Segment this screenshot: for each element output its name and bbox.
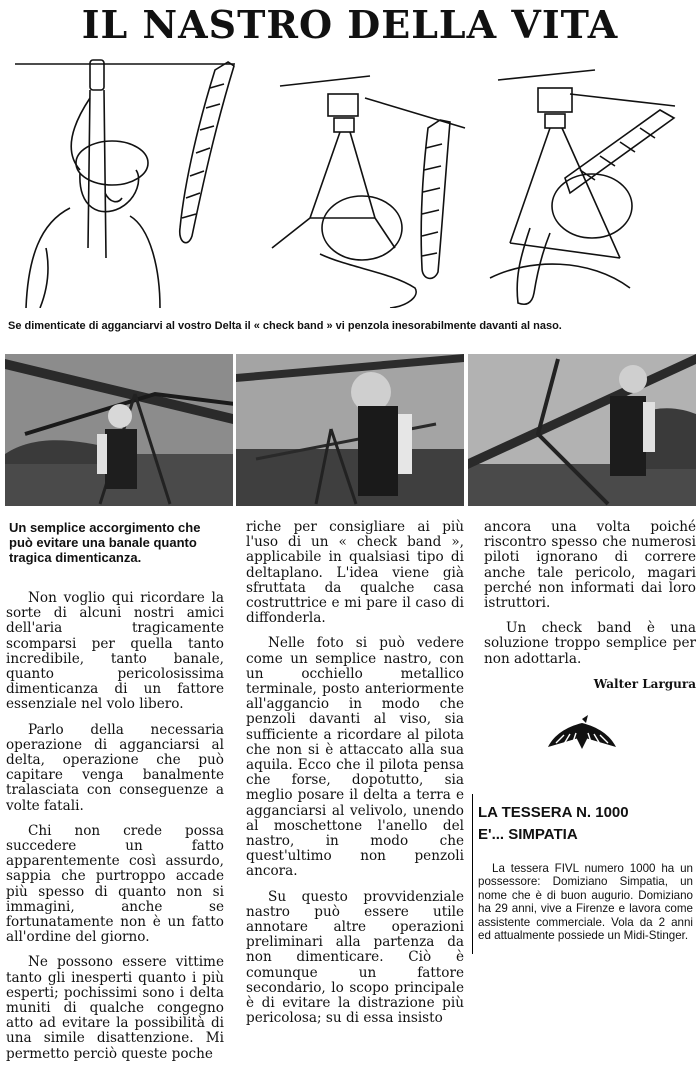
article-paragraph: Chi non crede possa succedere un fatto apparentemente così assurdo, sappia che purtroppo accade più spesso di quanto non si immagini, anche se fortunatamente non è un fatto all'ordine del giorno. (6, 822, 224, 946)
article-paragraph: Ne possono essere vittime tanto gli inesperti quanto i più esperti; pochissimi sono i delta muniti di qualche congegno atto ad evitare la possibilità di una simile disattenzione. Mi permetto perciò queste poche (6, 954, 224, 1062)
sidebar-headline (478, 802, 698, 846)
illustration-panel (10, 58, 690, 308)
article-column-1 (6, 520, 224, 1072)
article-paragraph: Su questo provvidenziale nastro può essere utile annotare altre operazioni preliminari alla partenza da non dimenticare. Ciò è comunque un fattore secondario, lo scopo principale è di evitare la distrazione più pericolosa; su di essa insisto (246, 888, 464, 1027)
article-signature: Walter Largura (593, 676, 696, 691)
photo-1-hang-glider (5, 354, 233, 506)
illustration-pilot-strap (15, 60, 235, 308)
illustration-strap-attached (490, 70, 675, 304)
sidebar-headline-1: LA TESSERA N. 1000 (478, 804, 629, 821)
article-paragraph: Non voglio qui ricordare la sorte di alcuni nostri amici dell'aria tragicamente scomparsi per quella tanto incredibile, tanto banale, quanto pericolosissima dimenticanza di un fattore essenziale nel volo libero. (6, 590, 224, 713)
sidebar-headline-2: E'... SIMPATIA (478, 826, 578, 843)
article-paragraph: ancora una volta poiché riscontro spesso che numerosi piloti ignorano di correre anche tale pericolo, magari perché non informati dai loro istruttori. (484, 519, 696, 612)
eagle-emblem-icon (546, 713, 618, 753)
photo-2-pilot-hook (236, 354, 464, 506)
article-column-2 (246, 520, 464, 1037)
article-subhead: Un semplice accorgimento che può evitare una banale quanto tragica dimenticanza. (9, 520, 201, 565)
sidebar-body: La tessera FIVL numero 1000 ha un possessore: Domiziano Simpatia, un nome che è di buon augurio. Domiziano ha 29 anni, vive a Firenze e lavora come assistente commerciale. Vola da 2 anni ed attualmente possiede un Midi-Stinger. (478, 862, 693, 943)
article-paragraph: Parlo della necessaria operazione di agganciarsi al delta, operazione che può capitare venga banalmente tralasciata con conseguenze a volte fatali. (6, 721, 224, 814)
sidebar-divider (472, 794, 473, 954)
article-paragraph: riche per consigliare ai più l'uso di un « check band », applicabile in qualsiasi tipo di deltaplano. L'idea viene già sfruttata da qualche casa costruttrice e mi pare il caso di diffonderla. (246, 519, 464, 627)
illustration-caption: Se dimenticate di agganciarvi al vostro Delta il « check band » vi penzola inesorabilmente davanti al naso. (8, 320, 562, 332)
illustration-hook-strap (272, 76, 465, 308)
article-title: IL NASTRO DELLA VITA (81, 2, 619, 47)
article-paragraph: Un check band è una soluzione troppo semplice per non adottarla. (484, 620, 696, 667)
article-column-3 (484, 520, 696, 692)
article-paragraph: Nelle foto si può vedere come un semplice nastro, con un occhiello metallico terminale, posto anteriormente all'aggancio in modo che penzoli davanti al viso, sia sufficiente a ricordare al pilota che non si è attaccato alla sua aquila. Ecco che il pilota pensa che forse, dopotutto, sia meglio posare il delta a terra e agganciarsi al velivolo, unendo al moschettone l'anello del nastro, in modo che quest'ultimo non penzoli ancora. (246, 635, 464, 880)
photo-3-pilot-attached (468, 354, 696, 506)
